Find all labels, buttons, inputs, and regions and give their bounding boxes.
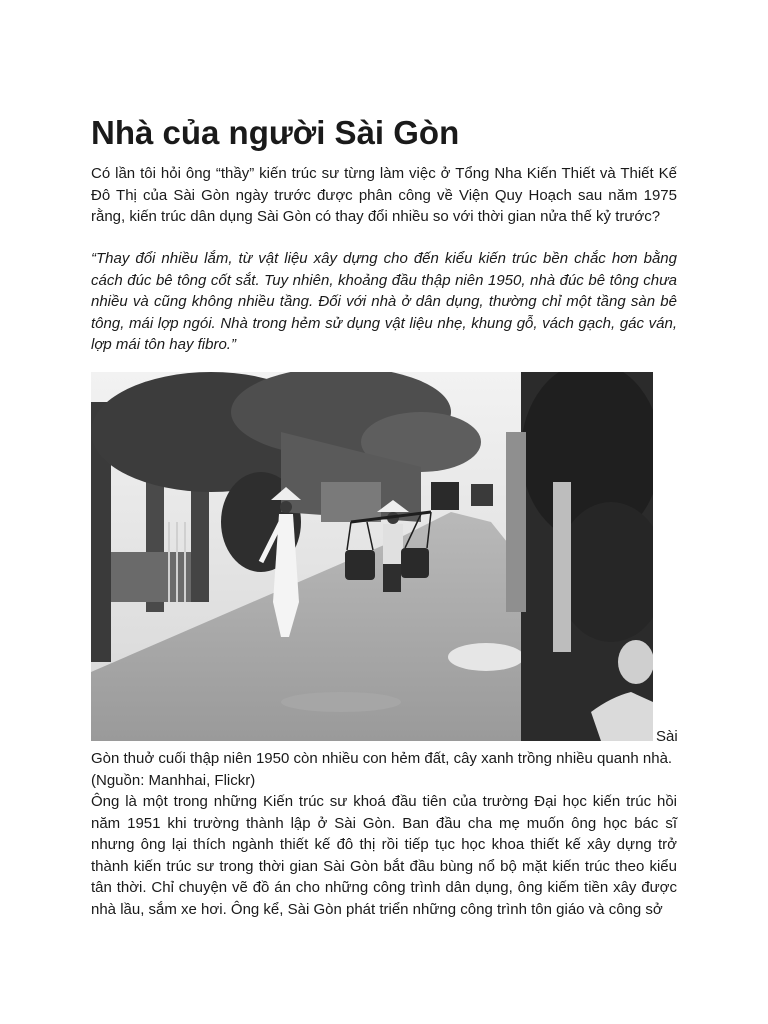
photo-caption-start: Sài (656, 728, 678, 745)
alley-photo (91, 372, 653, 741)
intro-paragraph: Có lần tôi hỏi ông “thầy” kiến trúc sư từng làm việc ở Tổng Nha Kiến Thiết và Thiết Kế Đô Thị của Sài Gòn ngày trước được phân công về Viện Quy Hoạch sau năm 1975 rằng, kiến trúc dân dụng Sài Gòn có thay đổi nhiều so với thời gian nửa thế kỷ trước? (91, 165, 677, 225)
body-paragraph: Ông là một trong những Kiến trúc sư khoá đầu tiên của trường Đại học kiến trúc hồi năm 1951 khi trường thành lập ở Sài Gòn. Ban đầu cha mẹ muốn ông học bác sĩ nhưng ông lại thích ngành thiết kế đô thị rồi tiếp tục học khoa thiết kế xây dựng trở thành kiến trúc sư trong thời gian Sài Gòn bắt đầu bùng nổ bộ mặt kiến trúc theo kiểu tân thời. Chỉ chuyện vẽ đồ án cho những công trình dân dụng, ông kiếm tiền xây được nhà lầu, sắm xe hơi. Ông kể, Sài Gòn phát triển những công trình tôn giáo và công sở (91, 793, 677, 918)
article-title: Nhà của người Sài Gòn (91, 114, 460, 151)
quote-paragraph: “Thay đổi nhiều lắm, từ vật liệu xây dựng cho đến kiểu kiến trúc bền chắc hơn bằng cách đúc bê tông cốt sắt. Tuy nhiên, khoảng đầu thập niên 1950, nhà đúc bê tông chưa nhiều và cũng không nhiều tầng. Đối với nhà ở dân dụng, thường chỉ một tầng sàn bê tông, mái lợp ngói. Nhà trong hẻm sử dụng vật liệu nhẹ, khung gỗ, vách gạch, gác ván, lợp mái tôn hay fibro.” (91, 250, 677, 353)
photo-caption: Gòn thuở cuối thập niên 1950 còn nhiều con hẻm đất, cây xanh trồng nhiều quanh nhà. (Nguồn: Manhhai, Flickr) (91, 750, 673, 789)
alley-photo-illustration (91, 372, 653, 741)
